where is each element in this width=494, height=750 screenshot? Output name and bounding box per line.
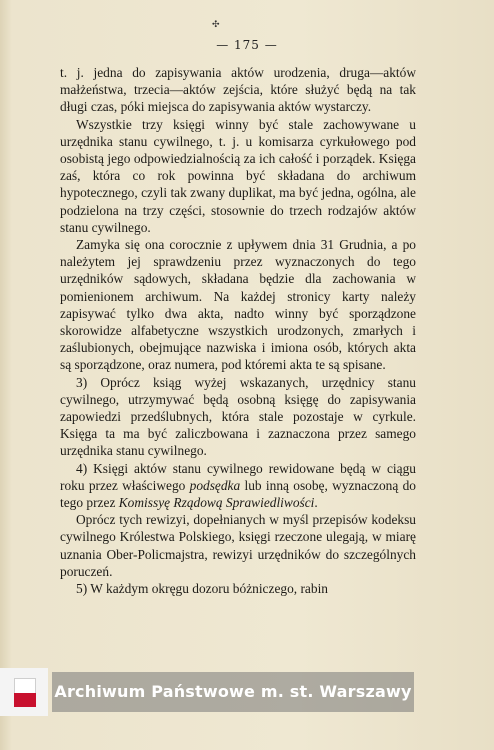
archive-watermark — [0, 668, 414, 716]
paragraph-5-part-2: lub inną osobę, wyznaczoną do tego przez — [60, 477, 416, 511]
logo-white-bar — [14, 678, 36, 694]
body-text — [60, 64, 416, 597]
paragraph-7: 5) W każdym okręgu dozoru bóżniczego, rabin — [76, 581, 328, 597]
paragraph-5-part-3: . — [314, 495, 318, 511]
paragraph-6: Oprócz tych rewizyi, dopełnianych w myśl przepisów kodeksu cywilnego Królestwa Polskiego, księgi rzeczone ulegają, w miarę uznania Ober-Policmajstra, rewizyi urzędników do szczególnych poruczeń. — [60, 512, 416, 579]
paragraph-2: Wszystkie trzy księgi winny być stale zachowywane u urzędnika stanu cywilnego, t. j. u komisarza cyrkułowego pod osobistą jego odpowiedzialnością za ich całość i porządek. Księga zaś, która co rok powinna być składana do archiwum hypotecznego, czyli tak zwany duplikat, ma być jedna, ogólna, ale podzielona na trzy części, stosownie do trzech rodzajów aktów stanu cywilnego. — [60, 116, 416, 235]
paragraph-5 — [60, 460, 416, 512]
watermark-band — [52, 672, 414, 712]
ornament-mark: ✣ — [212, 20, 220, 30]
watermark-label: Archiwum Państwowe m. st. Warszawy — [54, 682, 412, 701]
archive-logo-icon — [0, 668, 48, 716]
paragraph-4: 3) Oprócz ksiąg wyżej wskazanych, urzędnicy stanu cywilnego, utrzymywać będą osobną księgę do zapisywania zapowiedzi przedślubnych, która stale pozostaje w cyrkule. Księga ta ma być zaliczbowana i zaznaczona przez samego urzędnika stanu cywilnego. — [60, 374, 416, 459]
paragraph-5-part-1: 4) Księgi aktów stanu cywilnego rewidowane będą w ciągu roku przez właściwego — [60, 460, 416, 493]
logo-red-bar — [14, 693, 36, 707]
paragraph-1: t. j. jedna do zapisywania aktów urodzenia, druga—aktów małżeństwa, trzecia—aktów zejścia, które służyć będą na tak długi czas, póki miejsca do zapisywania aktów wystarczy. — [60, 65, 416, 115]
italic-komissya: Komissyę Rządową Sprawiedliwości — [118, 495, 315, 511]
page-number: — 175 — — [216, 38, 278, 52]
italic-podsedka: podsędka — [189, 477, 241, 493]
paragraph-3: Zamyka się ona corocznie z upływem dnia 31 Grudnia, a po należytem jej sprawdzeniu przez wyznaczonych do tego urzędników sądowych, składana będzie dla zachowania w pomienionem archiwum. Na każdej stronicy karty należy zapisywać tylko dwa akta, nadto winny być sporządzone skorowidze alfabetyczne wszystkich urodzonych, zmarłych i zaślubionych, obejmujące nazwiska i imiona osób, których akta są sporządzone, oraz numera, pod któremi akta te są spisane. — [60, 237, 416, 373]
